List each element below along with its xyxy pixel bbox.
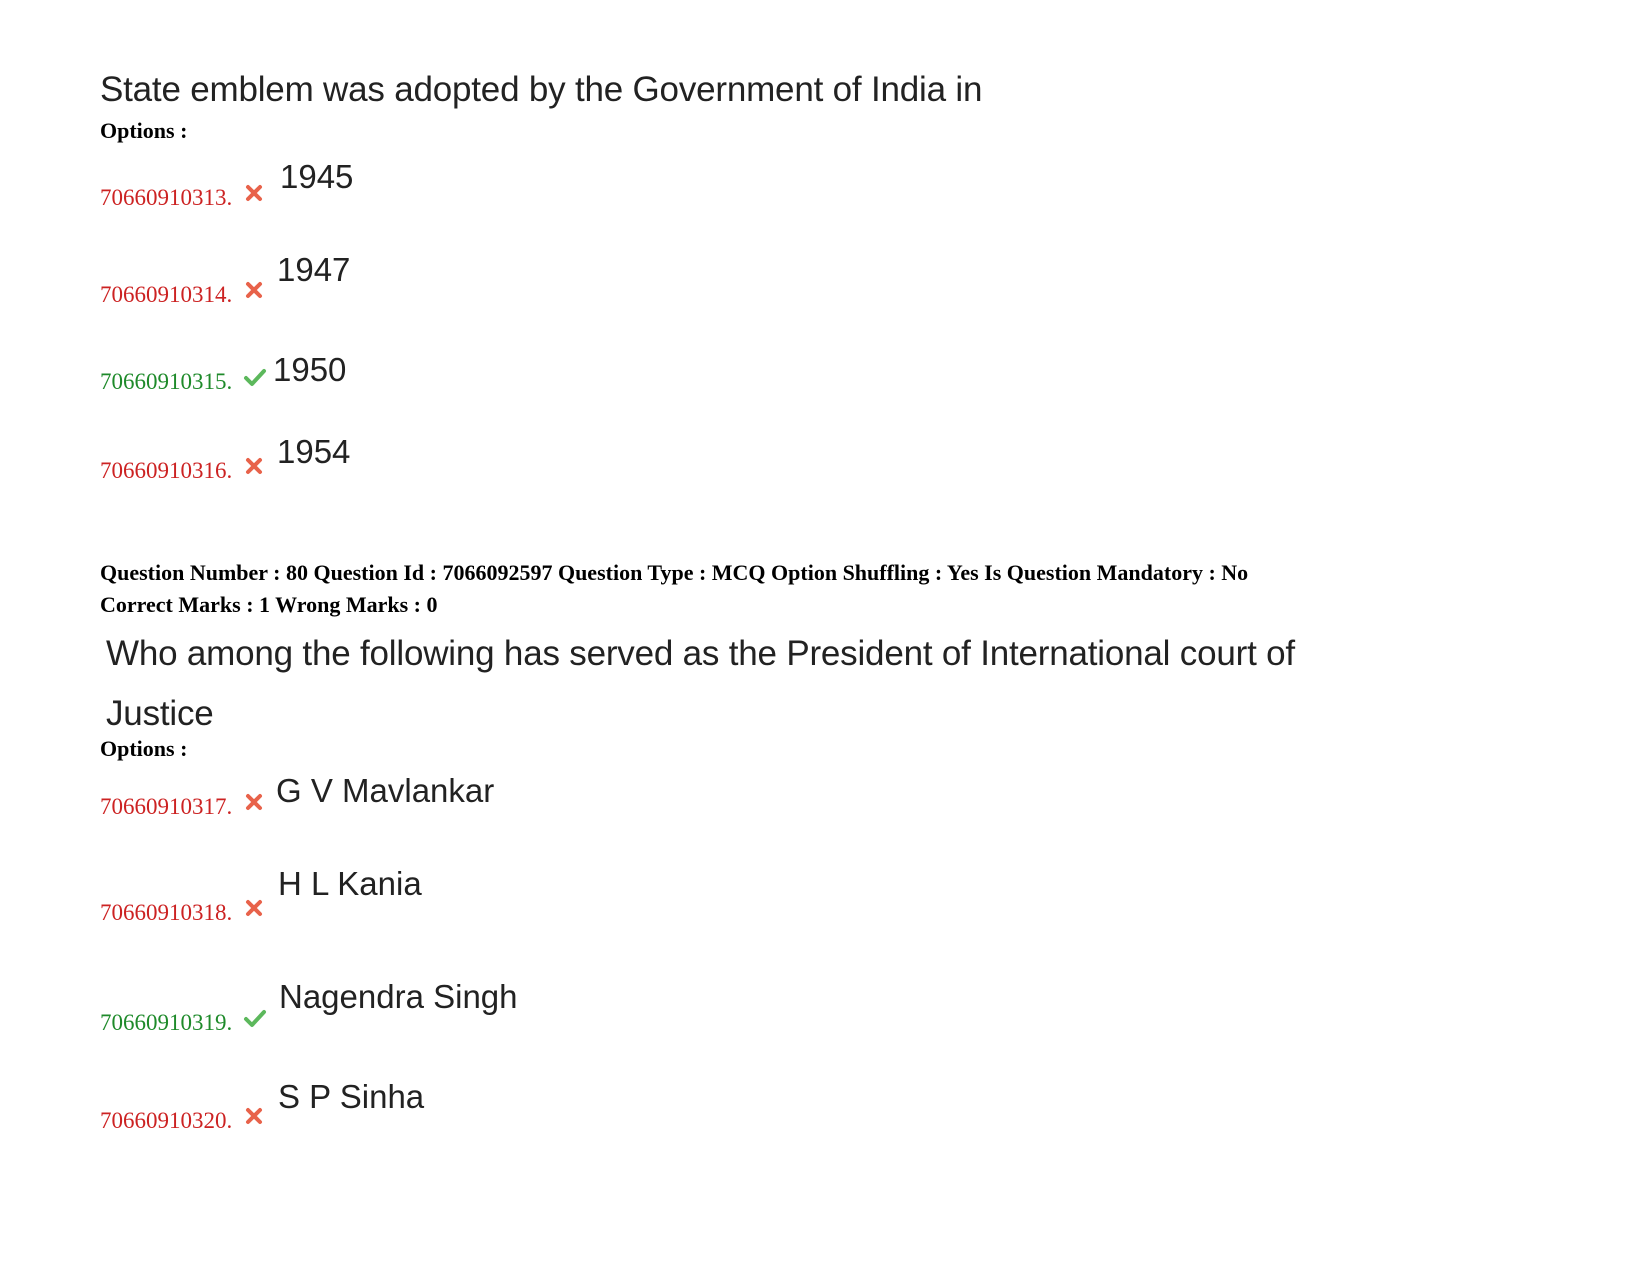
cross-icon bbox=[244, 183, 264, 203]
cross-icon bbox=[244, 898, 264, 918]
cross-icon bbox=[244, 792, 264, 812]
q80-option-3-text: Nagendra Singh bbox=[279, 978, 518, 1015]
q80-option-4-id: 70660910320. bbox=[100, 1108, 233, 1133]
q79-option-2-text: 1947 bbox=[277, 251, 351, 288]
check-icon bbox=[243, 1008, 267, 1028]
q79-option-2-id: 70660910314. bbox=[100, 282, 233, 307]
cross-icon bbox=[244, 280, 264, 300]
q79-option-3-id: 70660910315. bbox=[100, 369, 233, 394]
cross-icon bbox=[244, 456, 264, 476]
q80-option-1-text: G V Mavlankar bbox=[276, 772, 495, 809]
q79-option-1-text: 1945 bbox=[280, 158, 354, 195]
question-79-text: State emblem was adopted by the Government of India in bbox=[100, 70, 983, 109]
check-icon bbox=[243, 367, 267, 387]
q80-option-4-text: S P Sinha bbox=[278, 1078, 425, 1115]
q80-option-2-id: 70660910318. bbox=[100, 900, 233, 925]
question-80-text-line-2: Justice bbox=[106, 694, 214, 733]
q80-options-label: Options : bbox=[100, 736, 188, 761]
q80-meta-line-1: Question Number : 80 Question Id : 7066092597 Question Type : MCQ Option Shuffling : Yes Is Question Mandatory : No bbox=[100, 560, 1249, 585]
q79-option-3-text: 1950 bbox=[273, 351, 347, 388]
q79-option-4-text: 1954 bbox=[277, 433, 351, 470]
q79-option-4-id: 70660910316. bbox=[100, 458, 233, 483]
q79-option-1-id: 70660910313. bbox=[100, 185, 233, 210]
question-80-text-line-1: Who among the following has served as the President of International court of bbox=[106, 634, 1295, 673]
q80-option-2-text: H L Kania bbox=[278, 865, 422, 902]
q79-options-label: Options : bbox=[100, 118, 188, 143]
cross-icon bbox=[244, 1106, 264, 1126]
q80-meta-line-2: Correct Marks : 1 Wrong Marks : 0 bbox=[100, 592, 438, 617]
q80-option-3-id: 70660910319. bbox=[100, 1010, 233, 1035]
q80-option-1-id: 70660910317. bbox=[100, 794, 233, 819]
